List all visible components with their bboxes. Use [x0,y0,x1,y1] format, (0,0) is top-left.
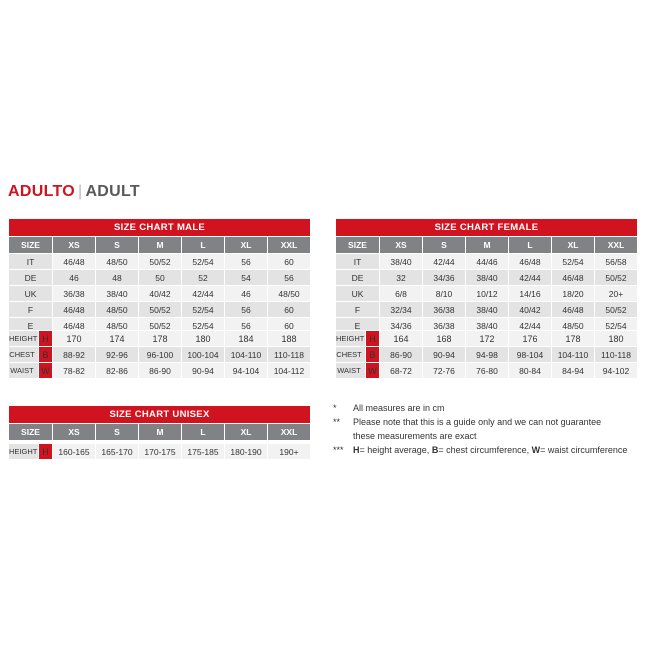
page-title [8,183,140,201]
female-e-xxl: 52/54 [595,318,638,334]
female-row-label-uk: UK [336,286,380,302]
size-chart-unisex-measurements [8,443,311,460]
size-chart-female-measurements [335,330,638,379]
table-row [9,270,311,286]
male-waist-l: 90-94 [182,363,225,379]
note-marker-2: ** [333,417,341,427]
male-table-title-row [9,219,311,237]
unisex-table-title-row [9,406,311,424]
male-it-m: 50/52 [139,254,182,270]
note-marker-1: * [333,403,337,413]
unisex-col-xxl: XXL [268,424,311,441]
female-height-xs: 164 [380,331,423,347]
female-row-label-de: DE [336,270,380,286]
male-row-label-de: DE [9,270,53,286]
female-de-xxl: 50/52 [595,270,638,286]
female-it-m: 44/46 [466,254,509,270]
female-waist-m: 76-80 [466,363,509,379]
male-col-l: L [182,237,225,254]
table-row [9,347,311,363]
male-f-xs: 46/48 [53,302,96,318]
female-table-header-row [336,237,638,254]
male-row-label-e: E [9,318,53,334]
female-waist-s: 72-76 [423,363,466,379]
male-it-l: 52/54 [182,254,225,270]
male-row-label-f: F [9,302,53,318]
size-chart-male-measurements [8,330,311,379]
table-row [336,254,638,270]
male-chest-m: 96-100 [139,347,182,363]
female-uk-xl: 18/20 [552,286,595,302]
female-chest-l: 98-104 [509,347,552,363]
female-chest-label: CHEST [336,347,366,363]
unisex-col-m: M [139,424,182,441]
table-row [9,302,311,318]
unisex-height-m: 170-175 [139,444,182,460]
table-row [9,444,311,460]
male-chest-xs: 88-92 [53,347,96,363]
male-f-xxl: 60 [268,302,311,318]
unisex-col-l: L [182,424,225,441]
table-row [336,302,638,318]
note-text-2: Please note that this is a guide only and we can not guarantee [353,417,602,427]
female-f-xl: 46/48 [552,302,595,318]
male-table-header-row [9,237,311,254]
male-waist-badge: W [39,363,53,379]
unisex-height-label: HEIGHT [9,444,39,460]
female-col-size: SIZE [336,237,380,254]
male-it-xs: 46/48 [53,254,96,270]
male-height-badge: H [39,331,53,347]
page-title-en: ADULT [85,183,140,200]
unisex-height-xl: 180-190 [225,444,268,460]
male-waist-label: WAIST [9,363,39,379]
male-uk-xxl: 48/50 [268,286,311,302]
unisex-col-s: S [96,424,139,441]
page-title-it: ADULTO [8,183,75,200]
table-row [9,286,311,302]
unisex-col-xl: XL [225,424,268,441]
table-row [9,331,311,347]
female-col-l: L [509,237,552,254]
female-it-xs: 38/40 [380,254,423,270]
male-it-s: 48/50 [96,254,139,270]
female-f-m: 38/40 [466,302,509,318]
male-waist-xl: 94-104 [225,363,268,379]
male-col-size: SIZE [9,237,53,254]
female-it-s: 42/44 [423,254,466,270]
table-row [336,363,638,379]
male-f-s: 48/50 [96,302,139,318]
female-e-s: 36/38 [423,318,466,334]
male-e-m: 50/52 [139,318,182,334]
note-b-text: = chest circumference, [438,445,532,455]
male-height-s: 174 [96,331,139,347]
notes-block [333,402,643,458]
unisex-height-badge: H [39,444,53,460]
female-chest-badge: B [366,347,380,363]
male-row-label-uk: UK [9,286,53,302]
female-height-s: 168 [423,331,466,347]
male-table-title: SIZE CHART MALE [9,219,311,237]
female-uk-l: 14/16 [509,286,552,302]
male-col-xxl: XXL [268,237,311,254]
female-waist-xxl: 94-102 [595,363,638,379]
table-row [336,270,638,286]
male-chest-label: CHEST [9,347,39,363]
male-de-s: 48 [96,270,139,286]
female-height-label: HEIGHT [336,331,366,347]
female-de-xs: 32 [380,270,423,286]
note-b-symbol: B [431,445,439,455]
female-de-l: 42/44 [509,270,552,286]
table-row [9,254,311,270]
male-height-xs: 170 [53,331,96,347]
note-item [333,430,643,443]
female-height-xxl: 180 [595,331,638,347]
female-chest-m: 94-98 [466,347,509,363]
female-de-xl: 46/48 [552,270,595,286]
note-h-symbol: H [353,445,360,455]
female-chest-xxl: 110-118 [595,347,638,363]
female-it-xxl: 56/58 [595,254,638,270]
note-item [333,444,643,457]
male-col-s: S [96,237,139,254]
female-chest-s: 90-94 [423,347,466,363]
note-item [333,402,643,415]
note-w-text: = waist circumference [540,445,628,455]
table-row [336,286,638,302]
female-f-l: 40/42 [509,302,552,318]
unisex-height-s: 165-170 [96,444,139,460]
male-height-xxl: 188 [268,331,311,347]
note-marker-2b [333,430,353,443]
male-f-m: 50/52 [139,302,182,318]
female-uk-xxl: 20+ [595,286,638,302]
female-e-l: 42/44 [509,318,552,334]
female-chest-xl: 104-110 [552,347,595,363]
female-f-xs: 32/34 [380,302,423,318]
female-row-label-e: E [336,318,380,334]
male-waist-m: 86-90 [139,363,182,379]
male-col-xs: XS [53,237,96,254]
female-waist-badge: W [366,363,380,379]
unisex-table-header-row [9,424,311,441]
female-col-xxl: XXL [595,237,638,254]
male-waist-xs: 78-82 [53,363,96,379]
male-e-xl: 56 [225,318,268,334]
female-height-m: 172 [466,331,509,347]
female-uk-m: 10/12 [466,286,509,302]
male-row-label-it: IT [9,254,53,270]
note-text-3 [353,444,643,457]
male-height-m: 178 [139,331,182,347]
male-it-xl: 56 [225,254,268,270]
male-de-xxl: 56 [268,270,311,286]
male-e-s: 48/50 [96,318,139,334]
male-e-l: 52/54 [182,318,225,334]
male-uk-m: 40/42 [139,286,182,302]
unisex-col-xs: XS [53,424,96,441]
male-uk-xs: 36/38 [53,286,96,302]
female-height-badge: H [366,331,380,347]
table-row [336,347,638,363]
male-height-label: HEIGHT [9,331,39,347]
female-e-m: 38/40 [466,318,509,334]
size-chart-unisex-table [8,405,311,441]
female-chest-xs: 86-90 [380,347,423,363]
female-e-xs: 34/36 [380,318,423,334]
female-table-title-row [336,219,638,237]
note-h-text: = height average, [359,445,432,455]
female-waist-xs: 68-72 [380,363,423,379]
table-row [336,331,638,347]
male-uk-xl: 46 [225,286,268,302]
note-item [333,416,643,429]
female-row-label-it: IT [336,254,380,270]
female-col-xl: XL [552,237,595,254]
note-text-2b: these measurements are exact [353,431,477,441]
male-de-xs: 46 [53,270,96,286]
unisex-height-l: 175-185 [182,444,225,460]
table-row [9,363,311,379]
female-height-xl: 178 [552,331,595,347]
male-chest-xl: 104-110 [225,347,268,363]
unisex-height-xs: 160-165 [53,444,96,460]
female-row-label-f: F [336,302,380,318]
male-de-m: 50 [139,270,182,286]
male-de-xl: 54 [225,270,268,286]
female-f-s: 36/38 [423,302,466,318]
size-chart-male-table [8,218,311,334]
male-height-l: 180 [182,331,225,347]
male-e-xxl: 60 [268,318,311,334]
male-uk-s: 38/40 [96,286,139,302]
page-title-separator: | [77,183,83,200]
note-w-symbol: W [531,445,541,455]
female-height-l: 176 [509,331,552,347]
female-f-xxl: 50/52 [595,302,638,318]
unisex-table-title: SIZE CHART UNISEX [9,406,311,424]
female-it-xl: 52/54 [552,254,595,270]
unisex-col-size: SIZE [9,424,53,441]
unisex-height-xxl: 190+ [268,444,311,460]
male-e-xs: 46/48 [53,318,96,334]
male-col-xl: XL [225,237,268,254]
size-chart-female-table [335,218,638,334]
male-de-l: 52 [182,270,225,286]
female-col-xs: XS [380,237,423,254]
male-uk-l: 42/44 [182,286,225,302]
female-uk-xs: 6/8 [380,286,423,302]
male-height-xl: 184 [225,331,268,347]
female-de-s: 34/36 [423,270,466,286]
female-waist-label: WAIST [336,363,366,379]
male-chest-l: 100-104 [182,347,225,363]
male-chest-s: 92-96 [96,347,139,363]
note-marker-3: *** [333,445,344,455]
male-col-m: M [139,237,182,254]
male-it-xxl: 60 [268,254,311,270]
male-f-l: 52/54 [182,302,225,318]
female-it-l: 46/48 [509,254,552,270]
male-waist-xxl: 104-112 [268,363,311,379]
female-de-m: 38/40 [466,270,509,286]
male-chest-badge: B [39,347,53,363]
female-col-s: S [423,237,466,254]
note-text-1: All measures are in cm [353,403,445,413]
female-waist-l: 80-84 [509,363,552,379]
male-f-xl: 56 [225,302,268,318]
female-waist-xl: 84-94 [552,363,595,379]
male-waist-s: 82-86 [96,363,139,379]
female-e-xl: 48/50 [552,318,595,334]
male-chest-xxl: 110-118 [268,347,311,363]
female-col-m: M [466,237,509,254]
female-table-title: SIZE CHART FEMALE [336,219,638,237]
female-uk-s: 8/10 [423,286,466,302]
